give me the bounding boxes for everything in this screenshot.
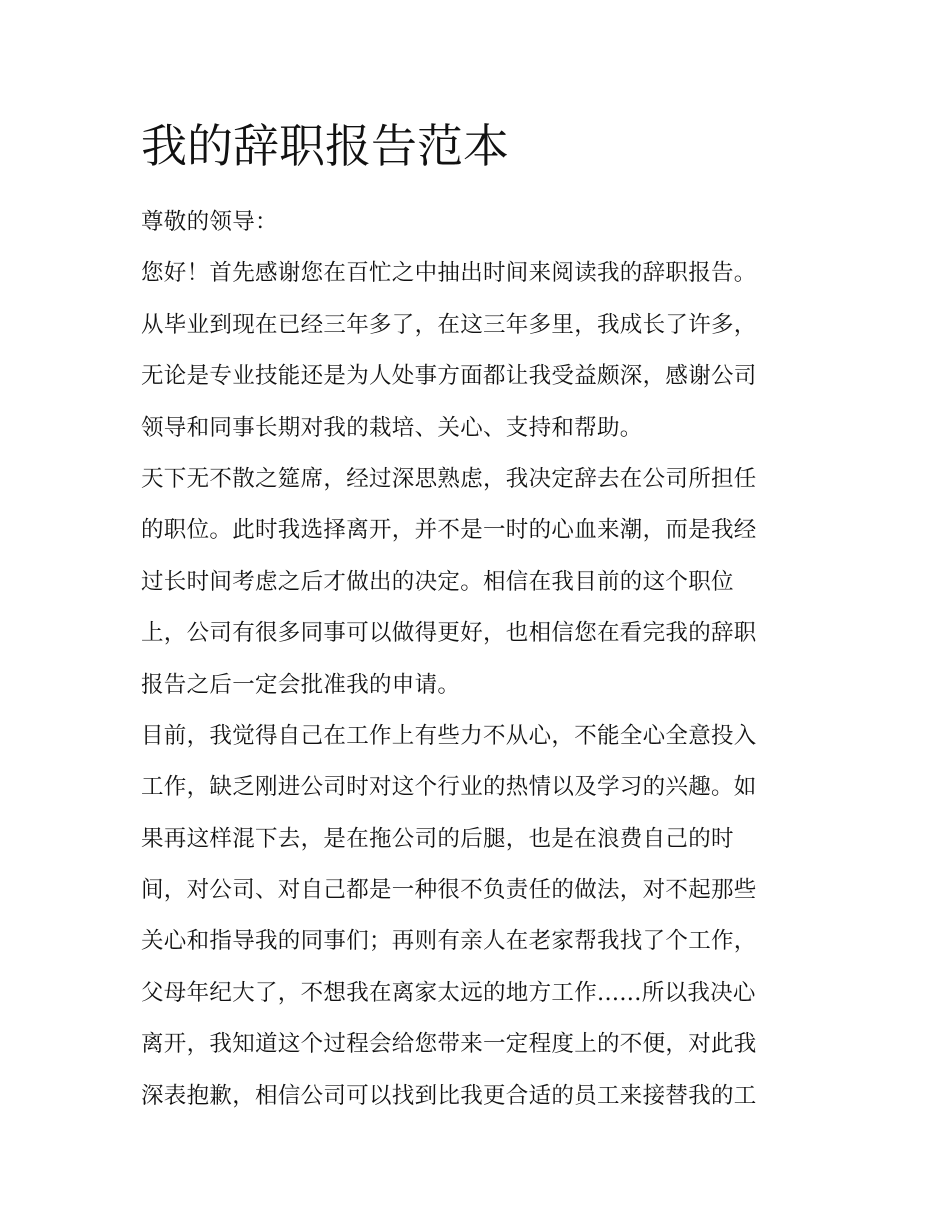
text-line: 领导和同事长期对我的栽培、关心、支持和帮助。 [141,414,643,441]
text-line: 父母年纪大了，不想我在离家太远的地方工作......所以我决心 [141,979,756,1006]
text-line: 上，公司有很多同事可以做得更好，也相信您在看完我的辞职 [141,620,757,647]
text-line: 深表抱歉，相信公司可以找到比我更合适的员工来接替我的工 [141,1082,757,1109]
document-title: 我的辞职报告范本 [141,119,509,173]
text-line: 过长时间考虑之后才做出的决定。相信在我目前的这个职位 [141,568,734,595]
text-line: 尊敬的领导： [141,209,278,235]
text-line: 您好！首先感谢您在百忙之中抽出时间来阅读我的辞职报告。 [141,260,757,287]
text-line: 工作，缺乏刚进公司时对这个行业的热情以及学习的兴趣。如 [141,774,757,801]
text-line: 关心和指导我的同事们；再则有亲人在老家帮我找了个工作， [141,928,757,955]
text-line: 无论是专业技能还是为人处事方面都让我受益颇深，感谢公司 [141,363,757,390]
text-line: 目前，我觉得自己在工作上有些力不从心，不能全心全意投入 [141,722,757,749]
text-line: 报告之后一定会批准我的申请。 [141,671,461,698]
text-line: 天下无不散之筵席，经过深思熟虑，我决定辞去在公司所担任 [141,465,757,492]
text-line: 从毕业到现在已经三年多了，在这三年多里，我成长了许多， [141,311,757,338]
text-line: 离开，我知道这个过程会给您带来一定程度上的不便，对此我 [141,1031,757,1058]
document-body [141,197,821,1122]
text-line: 果再这样混下去，是在拖公司的后腿，也是在浪费自己的时 [141,825,734,852]
text-line: 间，对公司、对自己都是一种很不负责任的做法，对不起那些 [141,877,757,904]
text-line: 的职位。此时我选择离开，并不是一时的心血来潮，而是我经 [141,517,757,544]
